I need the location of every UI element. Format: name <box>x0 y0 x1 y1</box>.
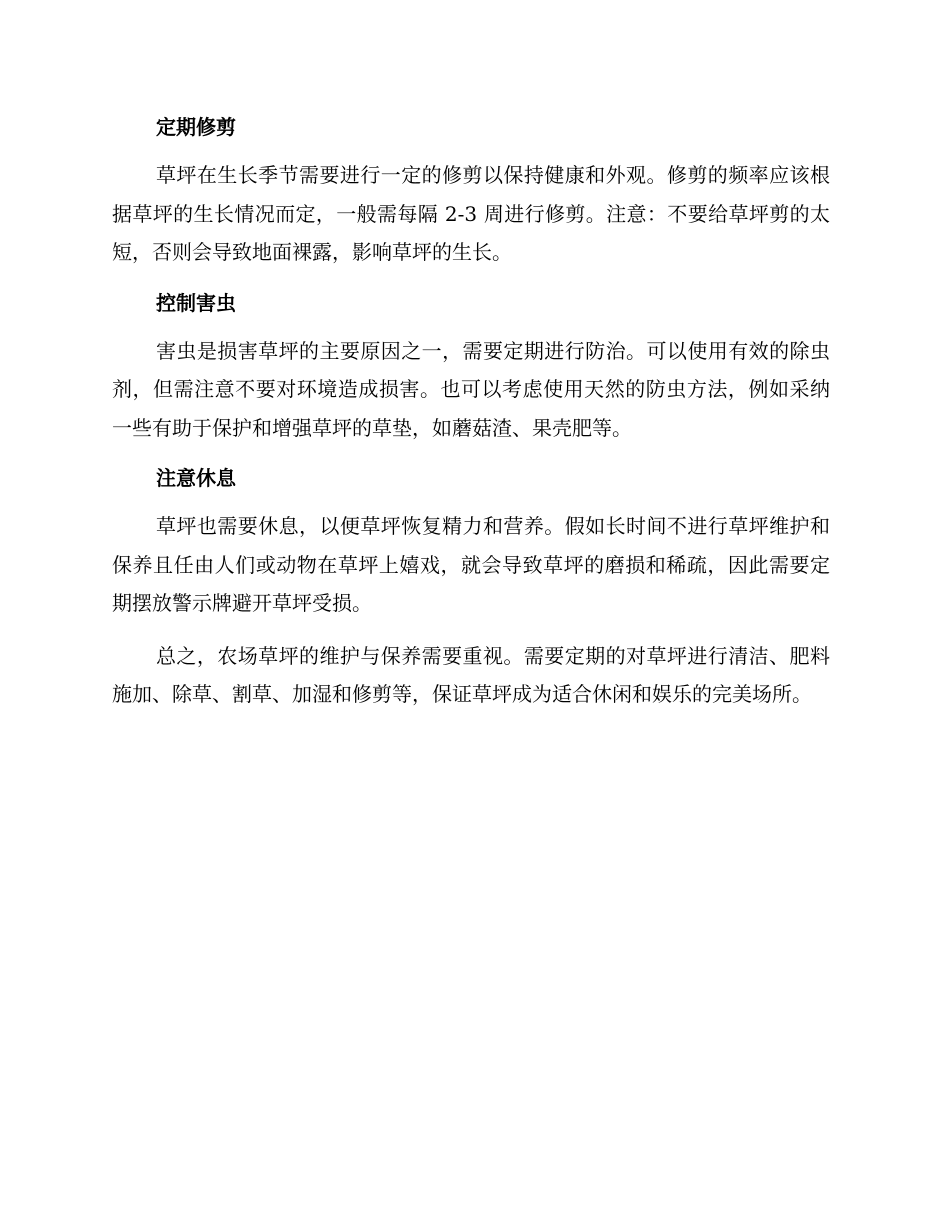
section-heading: 定期修剪 <box>156 115 236 139</box>
section-pest-control <box>112 286 830 448</box>
section-paragraph: 草坪在生长季节需要进行一定的修剪以保持健康和外观。修剪的频率应该根据草坪的生长情况而定，一般需每隔 2-3 周进行修剪。注意：不要给草坪剪的太短，否则会导致地面裸露，影响草坪的生长。 <box>112 163 830 264</box>
section-pruning <box>112 110 830 272</box>
section-heading: 控制害虫 <box>156 290 236 315</box>
section-heading: 注意休息 <box>156 466 236 490</box>
section-paragraph: 草坪也需要休息，以便草坪恢复精力和营养。假如长时间不进行草坪维护和保养且任由人们或动物在草坪上嬉戏，就会导致草坪的磨损和稀疏，因此需要定期摆放警示牌避开草坪受损。 <box>112 514 830 615</box>
conclusion-paragraph: 总之，农场草坪的维护与保养需要重视。需要定期的对草坪进行清洁、肥料施加、除草、割草、加湿和修剪等，保证草坪成为适合休闲和娱乐的完美场所。 <box>112 643 830 706</box>
section-rest <box>112 461 830 623</box>
section-paragraph: 害虫是损害草坪的主要原因之一，需要定期进行防治。可以使用有效的除虫剂，但需注意不要对环境造成损害。也可以考虑使用天然的防虫方法，例如采纳一些有助于保护和增强草坪的草垫，如蘑菇渣、果壳肥等。 <box>112 338 830 440</box>
document-page <box>112 110 830 728</box>
